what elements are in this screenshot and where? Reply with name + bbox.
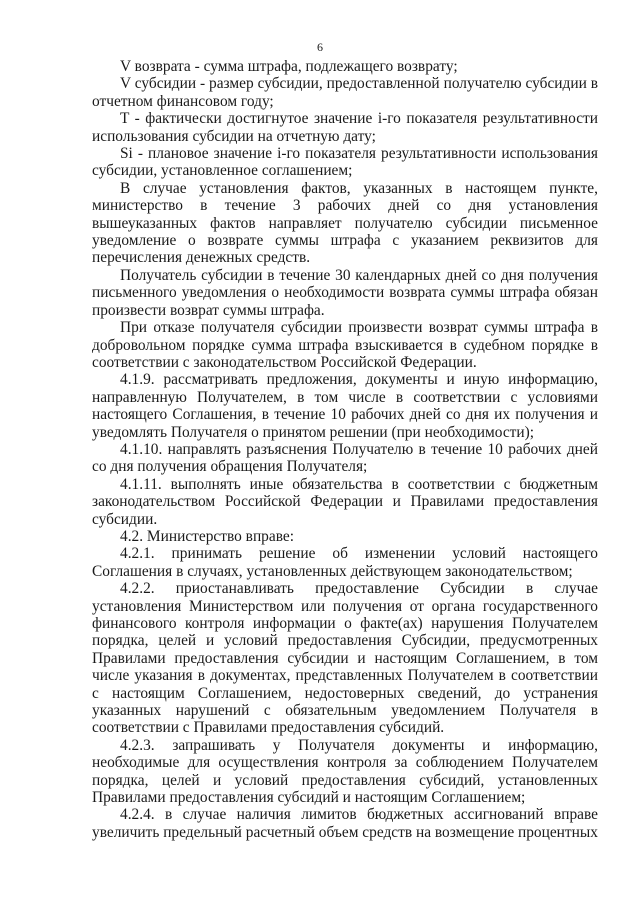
paragraph-v-vozvrata: V возврата - сумма штрафа, подлежащего возврату;	[120, 58, 458, 75]
paragraph-4-1-9: 4.1.9. рассматривать предложения, документы и иную информацию, направленную Получателем, в том числе в соответствии с условиями настоящего Соглашения, в течение 10 рабочих дней со дня их получения и уведомлять Получателя о принятом решении (при необходимости);	[92, 371, 598, 441]
page-number: 6	[317, 40, 323, 54]
paragraph-4-2-3: 4.2.3. запрашивать у Получателя документы и информацию, необходимые для осуществления контроля за соблюдением Получателем порядка, целей и условий предоставления субсидий, установленных Правилами предоставления субсидий и настоящим Соглашением;	[92, 736, 598, 807]
paragraph-fine-return-term: Получатель субсидии в течение 30 календарных дней со дня получения письменного уведомления о необходимости возврата суммы штрафа обязан произвести возврат суммы штрафа.	[92, 266, 598, 319]
paragraph-fines-notice: В случае установления фактов, указанных в настоящем пункте, министерство в течение 3 рабочих дней со дня установления вышеуказанных фактов направляет получателю субсидии письменное уведомление о возврате суммы штрафа с указанием реквизитов для перечисления денежных средств.	[92, 179, 598, 267]
paragraph-si-definition: Si - плановое значение i-го показателя результативности использования субсидии, установленное соглашением;	[92, 145, 598, 180]
paragraph-4-2: 4.2. Министерство вправе:	[120, 527, 294, 545]
paragraph-v-subsidii: V субсидии - размер субсидии, предоставленной получателю субсидии в отчетном финансовом году;	[92, 75, 598, 110]
paragraph-4-1-11: 4.1.11. выполнять иные обязательства в соответствии с бюджетным законодательством Российской Федерации и Правилами предоставления субсидии.	[92, 475, 598, 528]
paragraph-t-definition: T - фактически достигнутое значение i-го показателя результативности использования субсидии на отчетную дату;	[92, 110, 598, 145]
paragraph-4-2-2: 4.2.2. приостанавливать предоставление Субсидии в случае установления Министерством или получения от органа государственного финансового контроля информации о факте(ах) нарушения Получателем порядка, целей и условий предоставления Субсидии, предусмотренных Правилами предоставления субсидии и настоящим Соглашением, в том числе указания в документах, представленных Получателем в соответствии с настоящим Соглашением, недостоверных сведений, до устранения указанных нарушений с обязательным уведомлением Получателя в соответствии с Правилами предоставления субсидий.	[92, 580, 598, 737]
paragraph-4-2-1: 4.2.1. принимать решение об изменении условий настоящего Соглашения в случаях, установленных действующем законодательством;	[92, 545, 598, 580]
paragraph-4-2-4: 4.2.4. в случае наличия лимитов бюджетных ассигнований вправе увеличить предельный расчетный объем средств на возмещение процентных	[92, 806, 598, 841]
paragraph-4-1-10: 4.1.10. направлять разъяснения Получателю в течение 10 рабочих дней со дня получения обращения Получателя;	[92, 440, 598, 476]
document-body	[92, 58, 598, 841]
paragraph-refusal: При отказе получателя субсидии произвести возврат суммы штрафа в добровольном порядке сумма штрафа взыскивается в судебном порядке в соответствии с законодательством Российской Федерации.	[92, 319, 598, 371]
